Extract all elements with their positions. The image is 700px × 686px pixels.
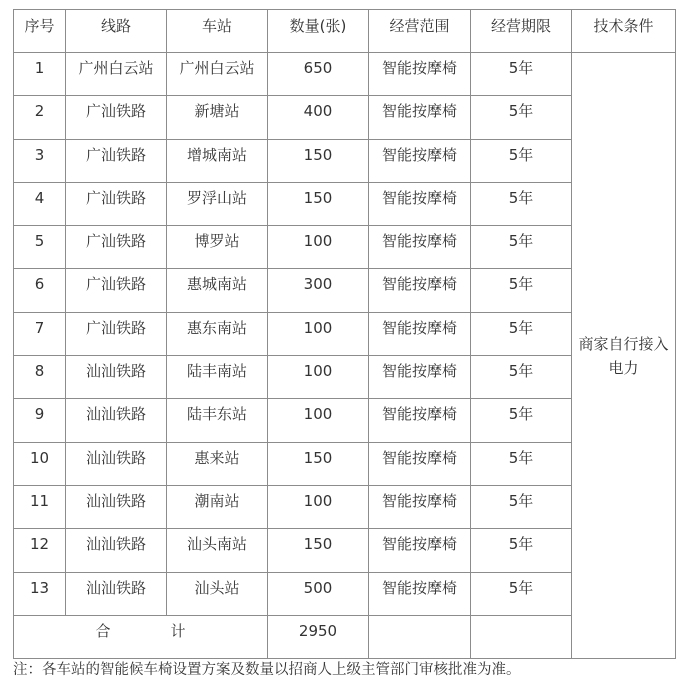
cell-line: 广汕铁路 (66, 226, 167, 269)
cell-quantity: 150 (268, 139, 369, 182)
cell-quantity: 100 (268, 312, 369, 355)
cell-term: 5年 (471, 442, 572, 485)
footnote: 注：各车站的智能候车椅设置方案及数量以招商人上级主管部门审核批准为准。 (13, 662, 521, 678)
cell-scope: 智能按摩椅 (369, 226, 471, 269)
cell-quantity: 150 (268, 529, 369, 572)
cell-line: 广州白云站 (66, 53, 167, 96)
total-label-right: 计 (170, 621, 186, 640)
cell-scope: 智能按摩椅 (369, 356, 471, 399)
cell-no: 7 (14, 312, 66, 355)
cell-quantity: 650 (268, 53, 369, 96)
cell-station: 博罗站 (167, 226, 268, 269)
cell-tech-condition: 商家自行接入电力 (572, 53, 676, 659)
cell-station: 汕头南站 (167, 529, 268, 572)
cell-station: 惠东南站 (167, 312, 268, 355)
header-quantity: 数量(张) (268, 10, 369, 53)
seat-allocation-table (13, 9, 676, 659)
cell-line: 汕汕铁路 (66, 356, 167, 399)
cell-no: 3 (14, 139, 66, 182)
header-no: 序号 (14, 10, 66, 53)
cell-quantity: 100 (268, 226, 369, 269)
cell-line: 汕汕铁路 (66, 442, 167, 485)
cell-station: 惠来站 (167, 442, 268, 485)
cell-no: 10 (14, 442, 66, 485)
cell-term: 5年 (471, 226, 572, 269)
cell-no: 13 (14, 572, 66, 615)
cell-term: 5年 (471, 485, 572, 528)
cell-scope: 智能按摩椅 (369, 269, 471, 312)
cell-scope: 智能按摩椅 (369, 182, 471, 225)
cell-quantity: 500 (268, 572, 369, 615)
header-line: 线路 (66, 10, 167, 53)
cell-term: 5年 (471, 182, 572, 225)
cell-scope: 智能按摩椅 (369, 442, 471, 485)
cell-quantity: 300 (268, 269, 369, 312)
cell-line: 汕汕铁路 (66, 572, 167, 615)
cell-scope: 智能按摩椅 (369, 96, 471, 139)
cell-station: 惠城南站 (167, 269, 268, 312)
cell-no: 11 (14, 485, 66, 528)
header-tech-condition: 技术条件 (572, 10, 676, 53)
cell-term: 5年 (471, 53, 572, 96)
cell-scope: 智能按摩椅 (369, 139, 471, 182)
cell-line: 广汕铁路 (66, 96, 167, 139)
cell-no: 1 (14, 53, 66, 96)
cell-term: 5年 (471, 399, 572, 442)
cell-line: 广汕铁路 (66, 139, 167, 182)
total-quantity: 2950 (268, 615, 369, 658)
cell-station: 罗浮山站 (167, 182, 268, 225)
cell-scope: 智能按摩椅 (369, 485, 471, 528)
cell-term: 5年 (471, 529, 572, 572)
table-header-row (14, 10, 676, 53)
cell-line: 汕汕铁路 (66, 399, 167, 442)
cell-term: 5年 (471, 139, 572, 182)
cell-no: 4 (14, 182, 66, 225)
total-label-left: 合 (95, 621, 111, 640)
header-scope: 经营范围 (369, 10, 471, 53)
cell-station: 广州白云站 (167, 53, 268, 96)
cell-no: 2 (14, 96, 66, 139)
cell-quantity: 400 (268, 96, 369, 139)
cell-quantity: 100 (268, 356, 369, 399)
cell-line: 汕汕铁路 (66, 529, 167, 572)
cell-quantity: 150 (268, 182, 369, 225)
cell-line: 广汕铁路 (66, 269, 167, 312)
cell-station: 增城南站 (167, 139, 268, 182)
cell-station: 新塘站 (167, 96, 268, 139)
cell-no: 9 (14, 399, 66, 442)
header-term: 经营期限 (471, 10, 572, 53)
cell-no: 8 (14, 356, 66, 399)
cell-term: 5年 (471, 269, 572, 312)
cell-quantity: 100 (268, 485, 369, 528)
cell-term: 5年 (471, 572, 572, 615)
cell-term: 5年 (471, 356, 572, 399)
cell-scope: 智能按摩椅 (369, 529, 471, 572)
cell-line: 广汕铁路 (66, 312, 167, 355)
cell-quantity: 100 (268, 399, 369, 442)
cell-station: 陆丰南站 (167, 356, 268, 399)
total-term-empty (471, 615, 572, 658)
cell-no: 6 (14, 269, 66, 312)
cell-station: 陆丰东站 (167, 399, 268, 442)
cell-scope: 智能按摩椅 (369, 572, 471, 615)
table-row (14, 53, 676, 96)
cell-scope: 智能按摩椅 (369, 312, 471, 355)
cell-station: 潮南站 (167, 485, 268, 528)
cell-station: 汕头站 (167, 572, 268, 615)
cell-scope: 智能按摩椅 (369, 53, 471, 96)
total-label (14, 615, 268, 658)
table-body (14, 53, 676, 659)
cell-term: 5年 (471, 312, 572, 355)
cell-line: 汕汕铁路 (66, 485, 167, 528)
total-scope-empty (369, 615, 471, 658)
cell-line: 广汕铁路 (66, 182, 167, 225)
cell-scope: 智能按摩椅 (369, 399, 471, 442)
cell-no: 12 (14, 529, 66, 572)
header-station: 车站 (167, 10, 268, 53)
cell-term: 5年 (471, 96, 572, 139)
cell-quantity: 150 (268, 442, 369, 485)
cell-no: 5 (14, 226, 66, 269)
